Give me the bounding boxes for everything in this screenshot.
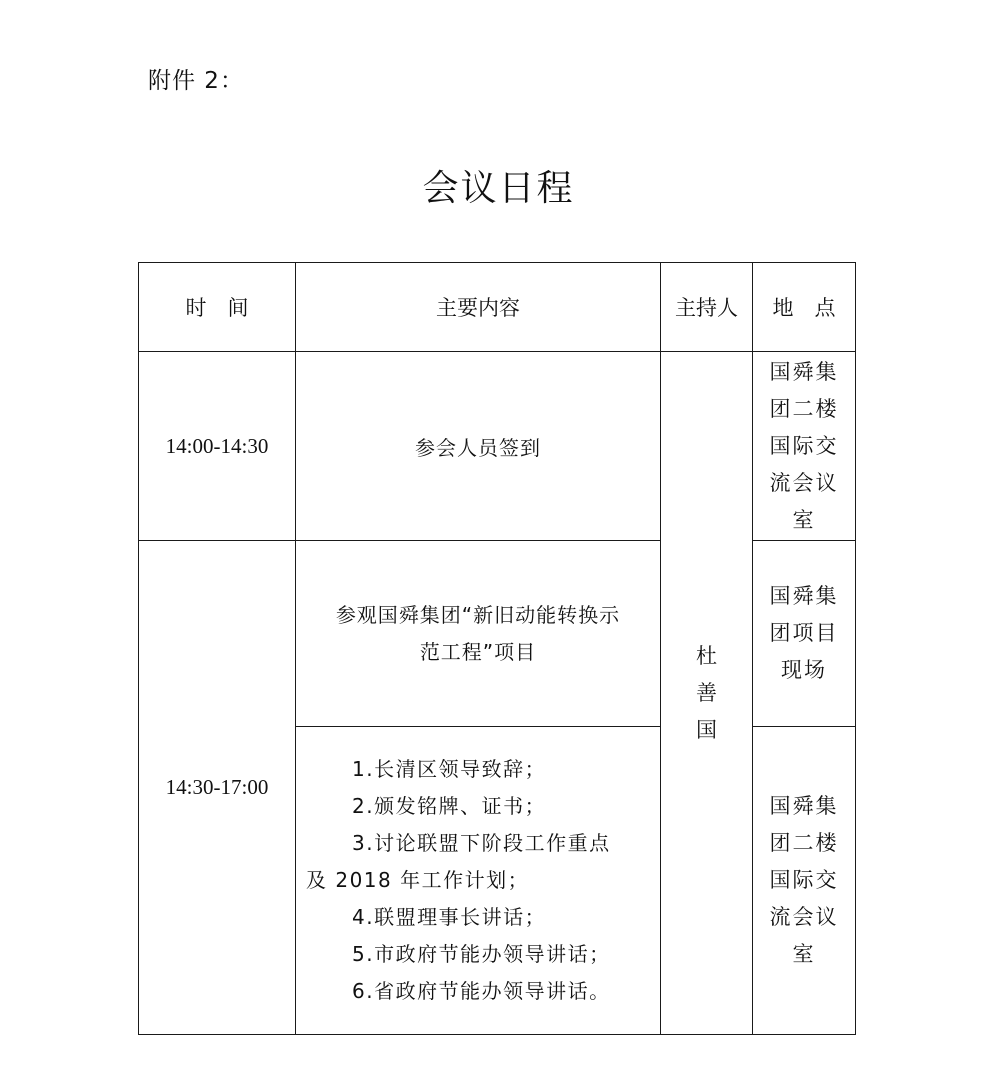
location-line: 国舜集	[769, 584, 839, 608]
location-line: 团二楼	[769, 396, 839, 421]
location-line: 流会议	[769, 470, 839, 495]
host-char: 国	[696, 717, 717, 742]
row1-location	[752, 351, 856, 541]
location-line: 团二楼	[769, 831, 839, 855]
agenda-item: 3.讨论联盟下阶段工作重点	[352, 831, 611, 855]
row2-location	[752, 540, 856, 727]
agenda-item: 1.长清区领导致辞；	[352, 757, 547, 781]
host-cell	[660, 351, 753, 1035]
row1-time: 14:00-14:30	[138, 351, 296, 541]
location-line: 国舜集	[769, 794, 839, 818]
content-line: 范工程”项目	[419, 639, 537, 664]
location-line: 国舜集	[769, 359, 839, 384]
host-char: 善	[696, 680, 717, 705]
agenda-item: 及 2018 年工作计划；	[306, 868, 530, 892]
row3-location	[752, 726, 856, 1035]
row1-content: 参会人员签到	[295, 351, 661, 541]
agenda-item: 4.联盟理事长讲话；	[352, 905, 547, 929]
agenda-list	[295, 726, 661, 1035]
agenda-item: 6.省政府节能办领导讲话。	[352, 979, 611, 1003]
location-line: 国际交	[769, 868, 839, 892]
host-char: 杜	[696, 643, 717, 668]
content-line: 参观国舜集团“新旧动能转换示	[335, 602, 621, 627]
header-location: 地 点	[752, 262, 856, 352]
header-host: 主持人	[660, 262, 753, 352]
agenda-item: 5.市政府节能办领导讲话；	[352, 942, 611, 966]
attachment-label: 附件 2：	[148, 68, 244, 94]
location-line: 现场	[781, 658, 827, 682]
location-line: 流会议	[769, 905, 839, 929]
row2-time: 14:30-17:00	[138, 540, 296, 1035]
location-line: 室	[792, 942, 816, 966]
header-time: 时 间	[138, 262, 296, 352]
header-content: 主要内容	[295, 262, 661, 352]
location-line: 国际交	[769, 433, 839, 458]
location-line: 室	[792, 507, 816, 532]
location-line: 团项目	[769, 621, 839, 645]
agenda-item: 2.颁发铭牌、证书；	[352, 794, 547, 818]
row2-content	[295, 540, 661, 727]
page-title: 会议日程	[422, 168, 575, 209]
